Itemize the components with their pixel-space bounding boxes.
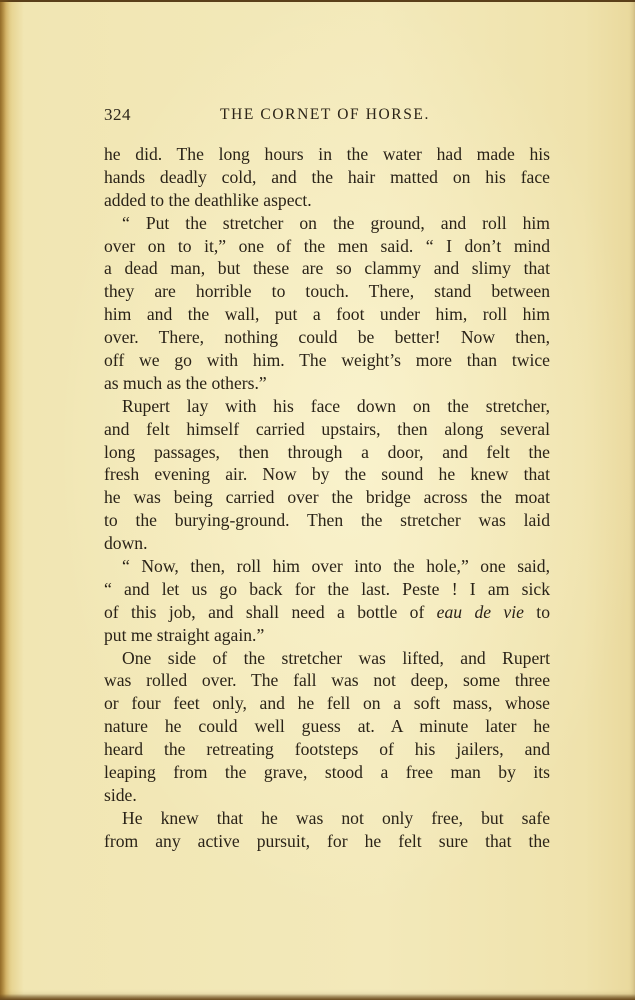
text-line	[104, 807, 550, 830]
italic-phrase: eau de vie	[436, 601, 524, 622]
text-line-content: put me straight again.”	[104, 624, 265, 645]
text-line	[104, 257, 550, 280]
text-line	[104, 555, 550, 578]
text-line-content: hands deadly cold, and the hair matted on his face	[104, 166, 550, 187]
page-header	[104, 105, 548, 127]
text-line-content: down.	[104, 533, 148, 554]
running-head: THE CORNET OF HORSE.	[220, 106, 430, 123]
text-line-content: leaping from the grave, stood a free man by its	[104, 762, 550, 783]
text-line-content: him and the wall, put a foot under him, roll him	[104, 304, 550, 325]
text-line-content: he was being carried over the bridge across the moat	[104, 487, 550, 508]
text-line-content: nature he could well guess at. A minute later he	[104, 716, 550, 737]
text-line	[104, 441, 550, 464]
page-number: 324	[104, 105, 131, 124]
text-line	[104, 280, 550, 303]
text-line	[104, 738, 550, 761]
text-line-content: from any active pursuit, for he felt sure that the	[104, 830, 550, 851]
text-line	[104, 624, 550, 647]
text-line-content: or four feet only, and he fell on a soft mass, whose	[104, 693, 550, 714]
text-line-tail: to	[523, 601, 550, 622]
text-line	[104, 692, 550, 715]
body-text	[104, 143, 550, 853]
text-line-content: side.	[104, 784, 137, 805]
text-line	[104, 235, 550, 258]
text-line-content: “ and let us go back for the last. Peste ! I am sick	[104, 578, 550, 599]
text-line-content: he did. The long hours in the water had made his	[104, 144, 550, 164]
text-line	[104, 830, 550, 853]
text-line	[104, 532, 550, 555]
text-line-content: He knew that he was not only free, but safe	[122, 807, 550, 828]
text-line	[104, 486, 550, 509]
text-line-content: “ Put the stretcher on the ground, and roll him	[122, 212, 550, 233]
text-line-content: as much as the others.”	[104, 372, 267, 393]
text-line	[104, 189, 550, 212]
text-line-content: and felt himself carried upstairs, then along several	[104, 418, 550, 439]
text-line-content: a dead man, but these are so clammy and slimy that	[104, 258, 550, 279]
text-line-content: of this job, and shall need a bottle of	[104, 601, 437, 622]
text-line-content: added to the deathlike aspect.	[104, 189, 312, 210]
text-line	[104, 143, 550, 166]
text-line	[104, 669, 550, 692]
text-line-content: heard the retreating footsteps of his jailers, and	[104, 739, 550, 760]
text-line-content: Rupert lay with his face down on the stretcher,	[122, 395, 550, 416]
text-line-content: “ Now, then, roll him over into the hole,” one said,	[122, 556, 550, 577]
text-line	[104, 578, 550, 601]
text-line-content: to the burying-ground. Then the stretcher was laid	[104, 510, 550, 531]
text-line	[104, 647, 550, 670]
text-line	[104, 395, 550, 418]
text-line	[104, 349, 550, 372]
text-line-content: was rolled over. The fall was not deep, some three	[104, 670, 550, 691]
text-line-content: long passages, then through a door, and felt the	[104, 441, 550, 462]
text-line	[104, 372, 550, 395]
text-line	[104, 761, 550, 784]
text-line-content: fresh evening air. Now by the sound he knew that	[104, 464, 550, 485]
text-line-content: off we go with him. The weight’s more than twice	[104, 350, 550, 371]
text-line	[104, 166, 550, 189]
text-line-content: over. There, nothing could be better! Now then,	[104, 327, 550, 348]
text-line	[104, 509, 550, 532]
text-line	[104, 418, 550, 441]
text-line	[104, 715, 550, 738]
text-line	[104, 784, 550, 807]
text-line-content: they are horrible to touch. There, stand between	[104, 281, 550, 302]
text-line	[104, 463, 550, 486]
text-line	[104, 326, 550, 349]
text-line-content: over on to it,” one of the men said. “ I don’t mind	[104, 235, 550, 256]
text-line	[104, 303, 550, 326]
text-line	[104, 601, 550, 624]
text-line	[104, 212, 550, 235]
text-line-content: One side of the stretcher was lifted, and Rupert	[122, 647, 550, 668]
